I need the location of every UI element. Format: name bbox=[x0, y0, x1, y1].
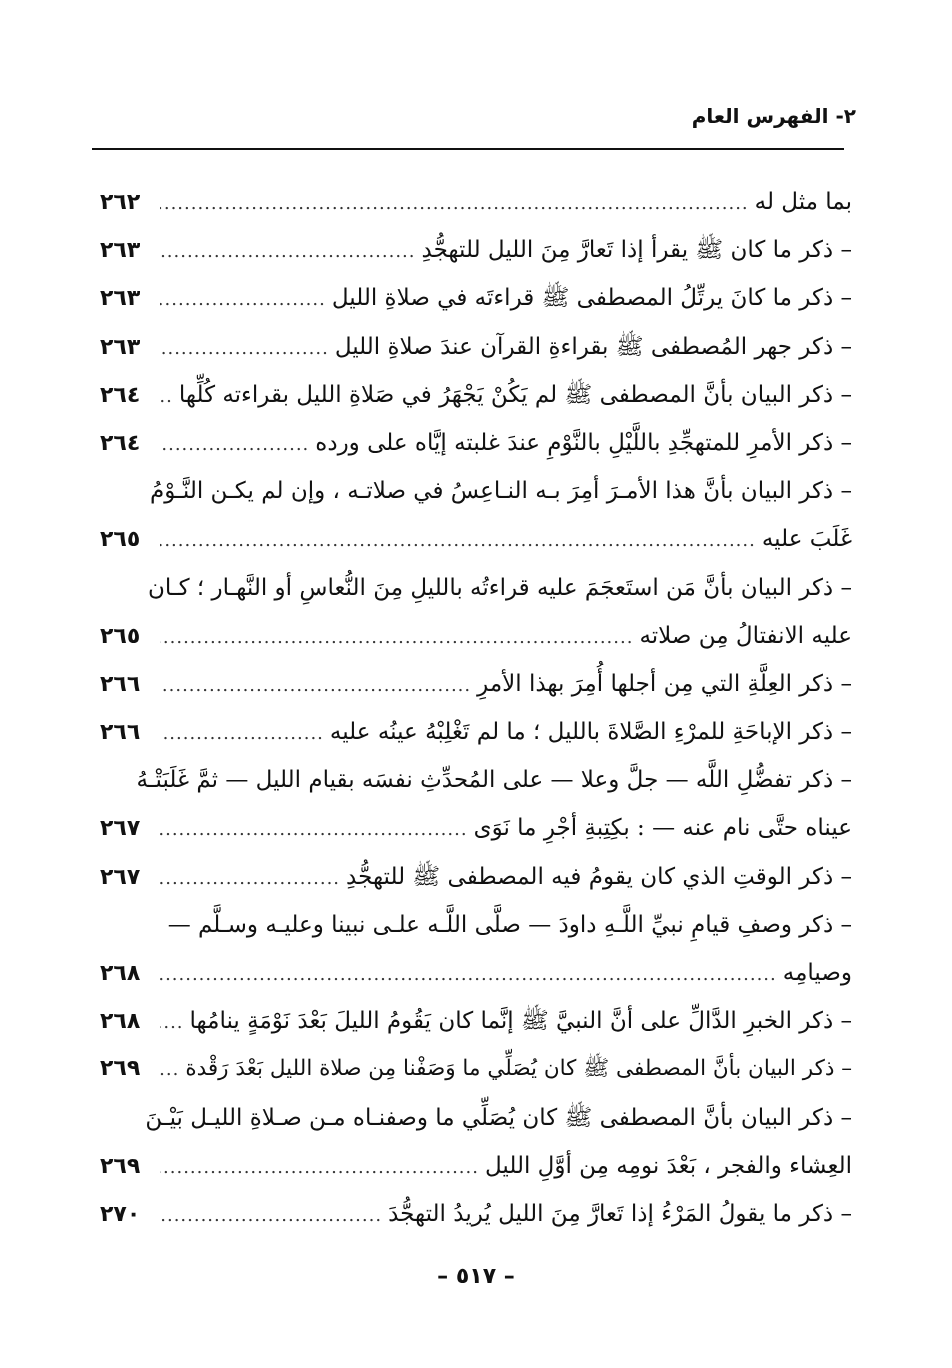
dot-leader bbox=[160, 710, 324, 758]
index-entry bbox=[100, 1045, 852, 1093]
entry-line bbox=[100, 949, 852, 997]
entry-page-number: ٢٦٨ bbox=[100, 961, 141, 986]
entry-title: – ذكر البيان بأنَّ المصطفى ﷺ كان يُصَلِّي ما وصفنـاه مـن صـلاةِ الليـل بَيْـنَ bbox=[145, 1104, 852, 1131]
entry-line bbox=[100, 515, 852, 563]
running-title: ٢- الفهرس العام bbox=[691, 104, 856, 128]
dot-leader bbox=[160, 180, 749, 228]
index-entry bbox=[100, 467, 852, 563]
entry-title: – ذكر جهر المُصطفى ﷺ بقراءةِ القرآن عندَ صلاةِ الليل bbox=[334, 333, 852, 360]
entry-page-number: ٢٦٨ bbox=[100, 1009, 141, 1035]
index-entry bbox=[100, 708, 852, 756]
entry-page-number: ٢٦٧ bbox=[100, 864, 141, 890]
page-number: – ٥١٧ – bbox=[437, 1264, 515, 1289]
entry-title: – ذكر البيان بأنَّ المصطفى ﷺ كان يُصَلِّي ما وَصَفْنا مِن صلاة الليل بَعْدَ رَقْدة bbox=[185, 1056, 852, 1082]
entry-title: – ذكر العِلَّةِ التي مِن أجلها أُمِرَ بهذا الأمرِ bbox=[477, 670, 852, 697]
entry-page-number: ٢٦٥ bbox=[100, 623, 141, 649]
header-rule bbox=[92, 148, 844, 150]
index-entry bbox=[100, 226, 852, 274]
dot-leader bbox=[160, 1046, 179, 1094]
entry-title: – ذكر الأمرِ للمتهجِّدِ باللَّيْلِ بالنَّوْمِ عندَ غلبته إيَّاه على ورده bbox=[315, 429, 852, 456]
dot-leader bbox=[160, 999, 184, 1047]
entry-page-number: ٢٦٩ bbox=[100, 1056, 141, 1082]
dot-leader bbox=[160, 1144, 479, 1192]
index-entry bbox=[100, 1190, 852, 1238]
entry-page-number: ٢٧٠ bbox=[100, 1201, 141, 1227]
entry-page-number: ٢٦٣ bbox=[100, 286, 141, 312]
entry-line bbox=[100, 997, 852, 1045]
index-entry bbox=[100, 564, 852, 660]
entry-title: – ذكر الإباحَةِ للمرْءِ الصَّلاةَ بالليل ؛ ما لم تَغْلِبْهُ عينُه عليه bbox=[329, 719, 852, 746]
index-entry bbox=[100, 756, 852, 852]
index-entry bbox=[100, 323, 852, 371]
index-entry bbox=[100, 419, 852, 467]
dot-leader bbox=[160, 517, 756, 565]
index-entry bbox=[100, 660, 852, 708]
entry-title: – ذكر ما يقولُ المَرْءُ إذا تَعارَّ مِنَ الليل يُريدُ التهجُّدَ bbox=[388, 1200, 852, 1227]
dot-leader bbox=[160, 325, 329, 373]
entry-line bbox=[100, 1190, 852, 1238]
entry-line bbox=[100, 1142, 852, 1190]
entry-line bbox=[100, 901, 852, 949]
entry-title: – ذكر الوقتِ الذي كان يقومُ فيه المصطفى ﷺ للتهجُّدِ bbox=[346, 863, 852, 890]
dot-leader bbox=[160, 276, 326, 324]
entry-title: غَلَبَ عليه bbox=[761, 526, 852, 553]
entry-title: – ذكر وصفِ قيامِ نبيِّ اللَّـهِ داودَ — صلَّى اللَّـه علـى نبينا وعليـه وسـلَّم — bbox=[167, 911, 852, 938]
entry-page-number: ٢٦٩ bbox=[100, 1153, 141, 1179]
entry-title: – ذكر تفضُّلِ اللَّه — جلَّ وعلا — على المُحدِّثِ نفسَه بقيام الليل — ثمَّ غَلَبَتْـهُ bbox=[136, 767, 852, 794]
entry-page-number: ٢٦٦ bbox=[100, 720, 141, 746]
entry-page-number: ٢٦٤ bbox=[100, 382, 141, 408]
entry-line bbox=[100, 371, 852, 419]
entry-title: بما مثل له bbox=[754, 189, 852, 215]
index-entry bbox=[100, 997, 852, 1045]
entry-line bbox=[100, 564, 852, 612]
entry-line bbox=[100, 804, 852, 852]
entry-page-number: ٢٦٢ bbox=[100, 190, 141, 215]
entry-line bbox=[100, 708, 852, 756]
index-list bbox=[100, 178, 852, 1238]
entry-line bbox=[100, 419, 852, 467]
entry-title: – ذكر البيان بأنَّ مَن استَعجَمَ عليه قراءتُه بالليلِ مِنَ النُّعاسِ أو النَّهـار ؛ كـان bbox=[147, 574, 852, 601]
index-entry bbox=[100, 274, 852, 322]
entry-title: – ذكر ما كان ﷺ يقرأ إذا تَعارَّ مِنَ الليل للتهجُّدِ bbox=[421, 237, 852, 264]
index-entry bbox=[100, 178, 852, 226]
dot-leader bbox=[160, 228, 416, 276]
entry-line bbox=[100, 1045, 852, 1093]
entry-line bbox=[100, 853, 852, 901]
index-entry bbox=[100, 853, 852, 901]
entry-line bbox=[100, 323, 852, 371]
index-entry bbox=[100, 1094, 852, 1190]
entry-title: عيناه حتَّى نام عنه — : بكِتِبةِ أجْرِ ما نَوَى bbox=[473, 815, 852, 842]
entry-line bbox=[100, 274, 852, 322]
entry-line bbox=[100, 660, 852, 708]
dot-leader bbox=[160, 951, 777, 999]
entry-page-number: ٢٦٤ bbox=[100, 430, 141, 456]
dot-leader bbox=[160, 373, 173, 421]
entry-page-number: ٢٦٦ bbox=[100, 671, 141, 697]
dot-leader bbox=[160, 855, 340, 903]
dot-leader bbox=[160, 614, 633, 662]
entry-page-number: ٢٦٥ bbox=[100, 527, 141, 553]
entry-title: – ذكر الخبرِ الدَّالِّ على أنَّ النبيَّ ﷺ إنَّما كان يَقُومُ الليلَ بَعْدَ نَوْمَةٍ ينامُها bbox=[189, 1008, 852, 1035]
entry-title: العِشاء والفجر ، بَعْدَ نومِه مِن أوَّلِ الليل bbox=[484, 1152, 852, 1179]
entry-line bbox=[100, 467, 852, 515]
dot-leader bbox=[160, 662, 471, 710]
entry-title: – ذكر ما كانَ يرتِّلُ المصطفى ﷺ قراءتَه في صلاةِ الليل bbox=[331, 285, 852, 312]
index-entry bbox=[100, 901, 852, 997]
entry-line bbox=[100, 226, 852, 274]
index-entry bbox=[100, 371, 852, 419]
entry-line bbox=[100, 612, 852, 660]
entry-line bbox=[100, 1094, 852, 1142]
entry-page-number: ٢٦٣ bbox=[100, 334, 141, 360]
entry-title: – ذكر البيان بأنَّ هذا الأمـرَ أمِرَ بـه النـاعِسُ في صلاتـه ، وإن لم يكـن النَّـوْمُ bbox=[150, 478, 852, 505]
entry-page-number: ٢٦٧ bbox=[100, 816, 141, 842]
entry-line bbox=[100, 756, 852, 804]
dot-leader bbox=[160, 421, 309, 469]
entry-title: وصيامِه bbox=[782, 960, 852, 986]
dot-leader bbox=[160, 1192, 382, 1240]
entry-page-number: ٢٦٣ bbox=[100, 238, 141, 264]
dot-leader bbox=[160, 806, 468, 854]
entry-title: عليه الانفتالُ مِن صلاته bbox=[639, 622, 852, 649]
entry-line bbox=[100, 178, 852, 226]
entry-title: – ذكر البيان بأنَّ المصطفى ﷺ لم يَكُنْ يَجْهَرُ في صَلاةِ الليل بقراءته كُلِّها bbox=[178, 381, 852, 408]
